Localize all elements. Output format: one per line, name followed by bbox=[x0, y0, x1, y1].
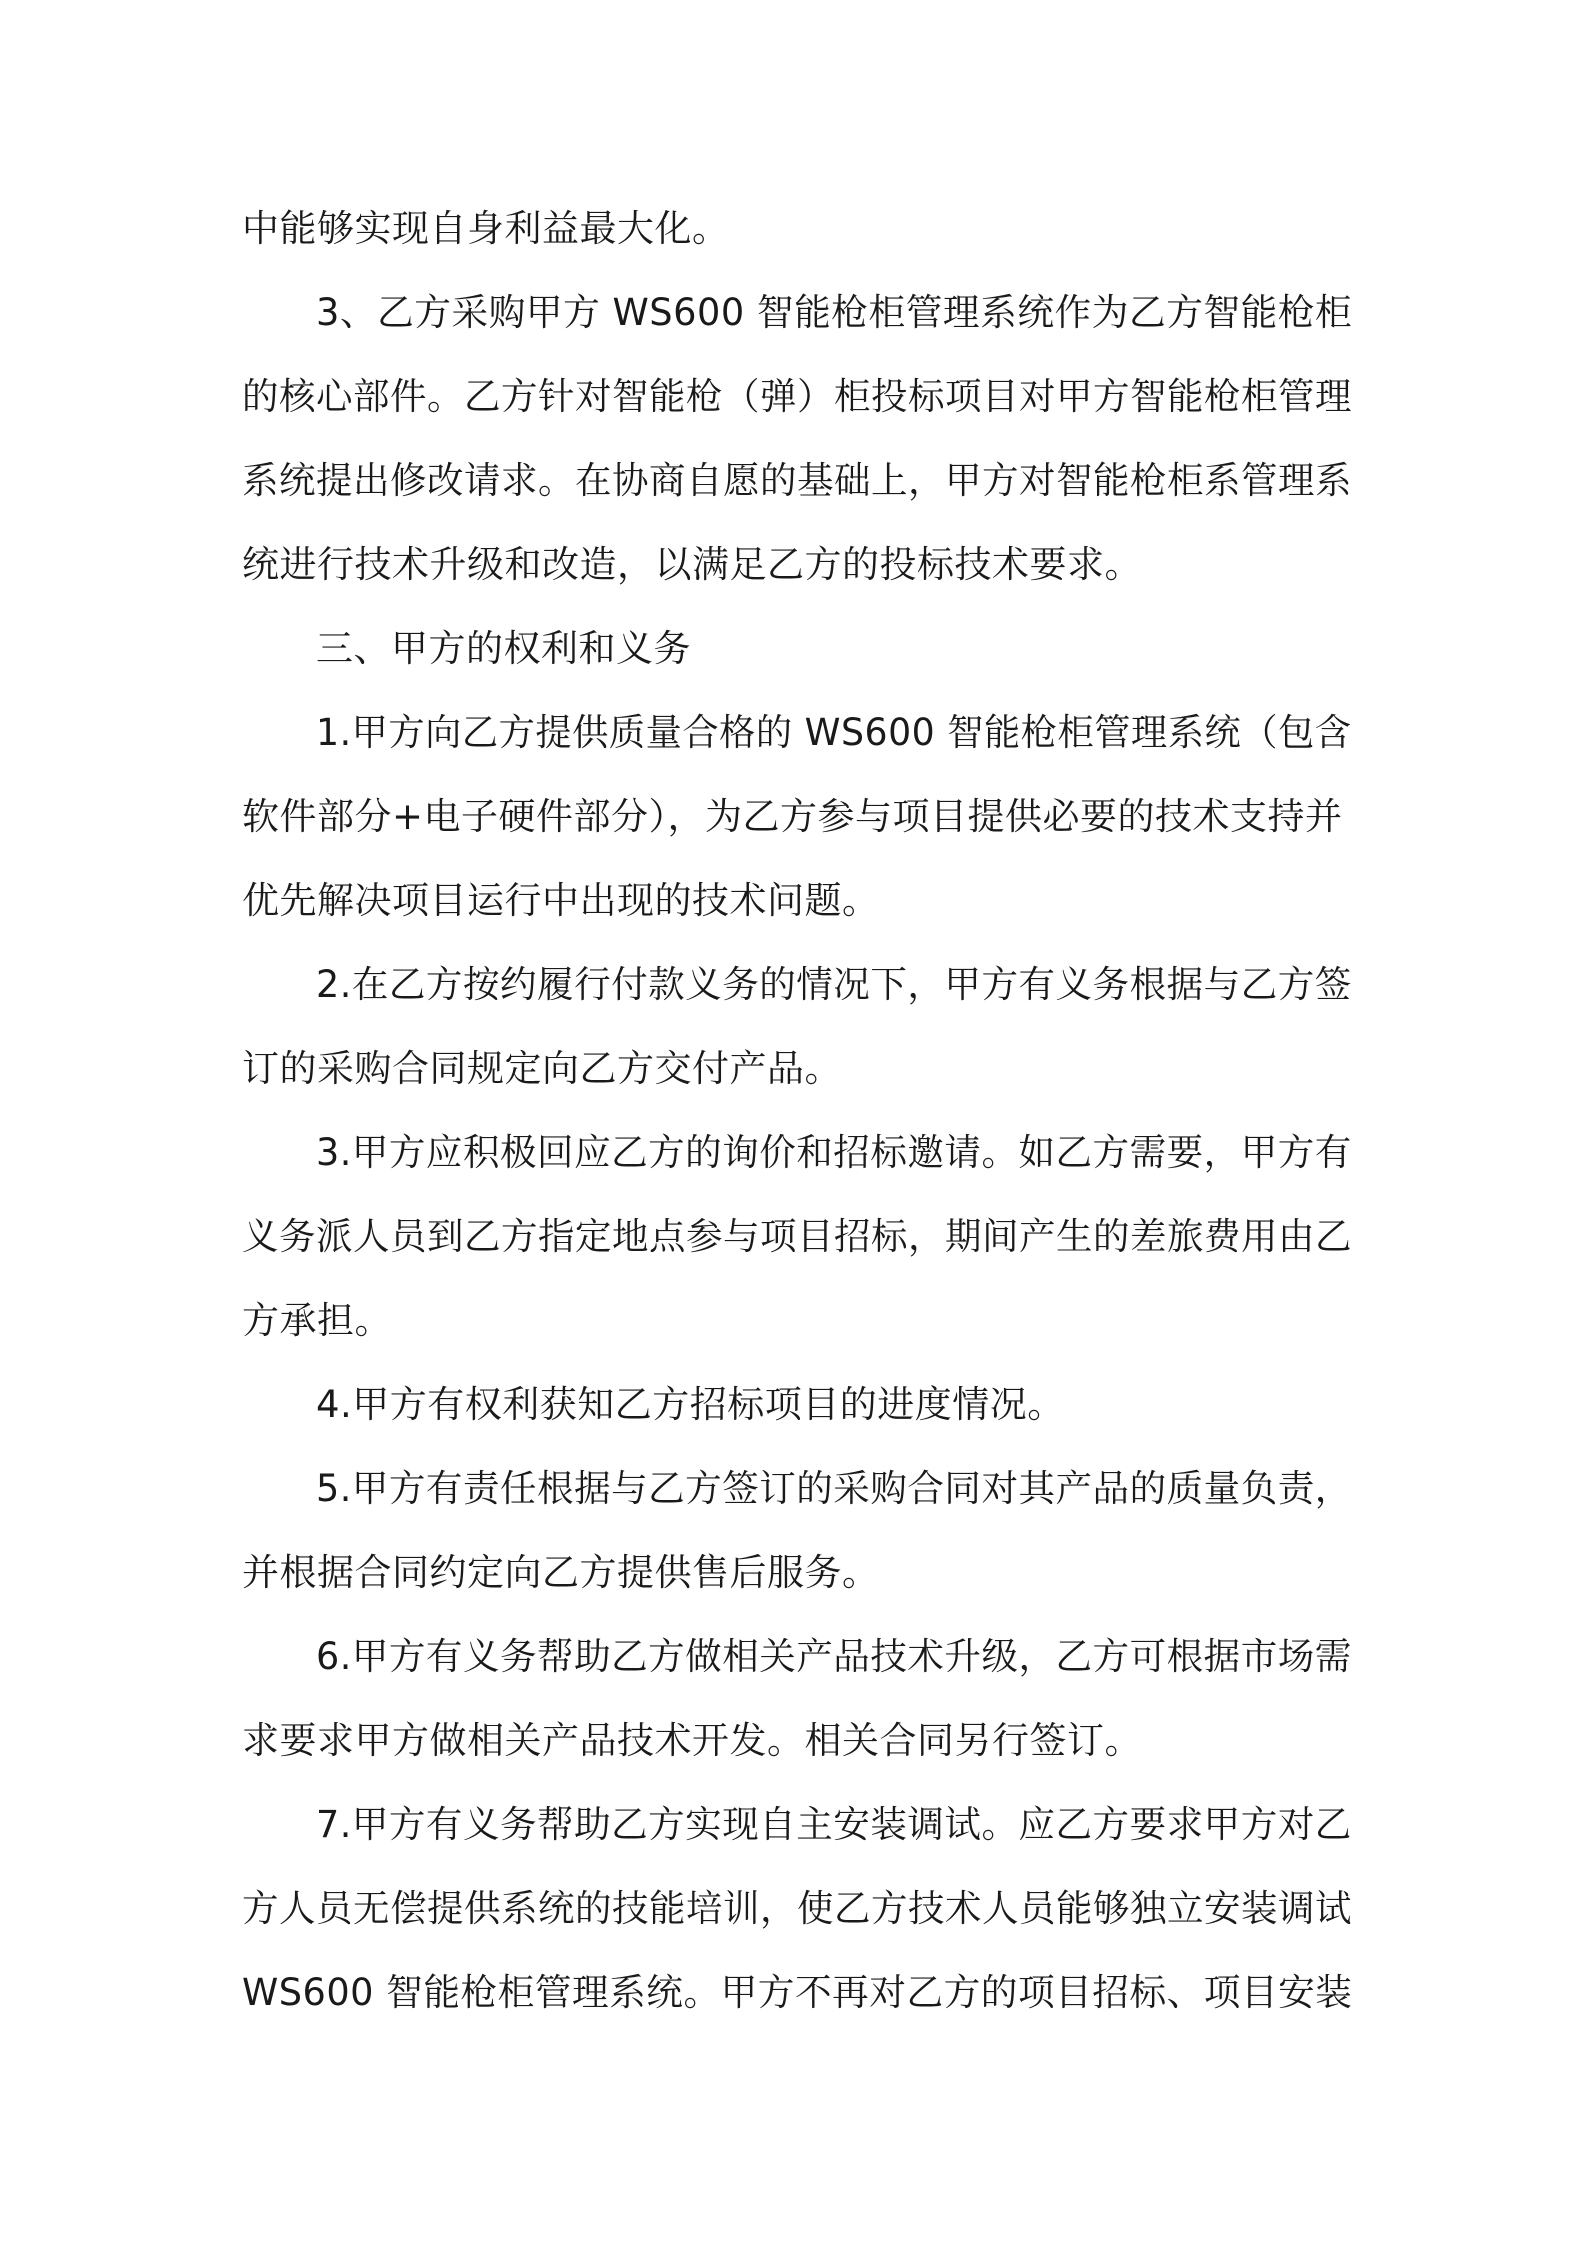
text-line: 中能够实现自身利益最大化。 bbox=[242, 207, 730, 250]
text-line: WS600 智能枪柜管理系统。甲方不再对乙方的项目招标、项目安装 bbox=[242, 1971, 1353, 2014]
text-line: 求要求甲方做相关产品技术开发。相关合同另行签订。 bbox=[242, 1719, 1142, 1762]
text-line: 系统提出修改请求。在协商自愿的基础上，甲方对智能枪柜系管理系 bbox=[242, 459, 1352, 502]
text-line: 2.在乙方按约履行付款义务的情况下，甲方有义务根据与乙方签 bbox=[316, 963, 1352, 1006]
text-line: 方人员无偿提供系统的技能培训，使乙方技术人员能够独立安装调试 bbox=[242, 1887, 1352, 1930]
text-line: 3.甲方应积极回应乙方的询价和招标邀请。如乙方需要，甲方有 bbox=[316, 1131, 1352, 1174]
text-line: 软件部分+电子硬件部分），为乙方参与项目提供必要的技术支持并 bbox=[242, 795, 1343, 838]
text-line: 订的采购合同规定向乙方交付产品。 bbox=[242, 1047, 842, 1090]
text-line: 的核心部件。乙方针对智能枪（弹）柜投标项目对甲方智能枪柜管理 bbox=[242, 375, 1352, 418]
text-line: 优先解决项目运行中出现的技术问题。 bbox=[242, 879, 880, 922]
text-line: 6.甲方有义务帮助乙方做相关产品技术升级，乙方可根据市场需 bbox=[316, 1635, 1352, 1678]
text-line: 1.甲方向乙方提供质量合格的 WS600 智能枪柜管理系统（包含 bbox=[316, 711, 1352, 754]
text-line: 7.甲方有义务帮助乙方实现自主安装调试。应乙方要求甲方对乙 bbox=[316, 1803, 1352, 1846]
section-heading: 三、甲方的权利和义务 bbox=[316, 627, 691, 670]
text-line: 5.甲方有责任根据与乙方签订的采购合同对其产品的质量负责， bbox=[316, 1467, 1352, 1510]
text-line: 义务派人员到乙方指定地点参与项目招标，期间产生的差旅费用由乙 bbox=[242, 1215, 1352, 1258]
text-line: 4.甲方有权利获知乙方招标项目的进度情况。 bbox=[316, 1383, 1065, 1426]
text-line: 方承担。 bbox=[242, 1299, 392, 1342]
text-line: 统进行技术升级和改造，以满足乙方的投标技术要求。 bbox=[242, 543, 1142, 586]
text-line: 并根据合同约定向乙方提供售后服务。 bbox=[242, 1551, 880, 1594]
text-line: 3、乙方采购甲方 WS600 智能枪柜管理系统作为乙方智能枪柜 bbox=[316, 291, 1353, 334]
